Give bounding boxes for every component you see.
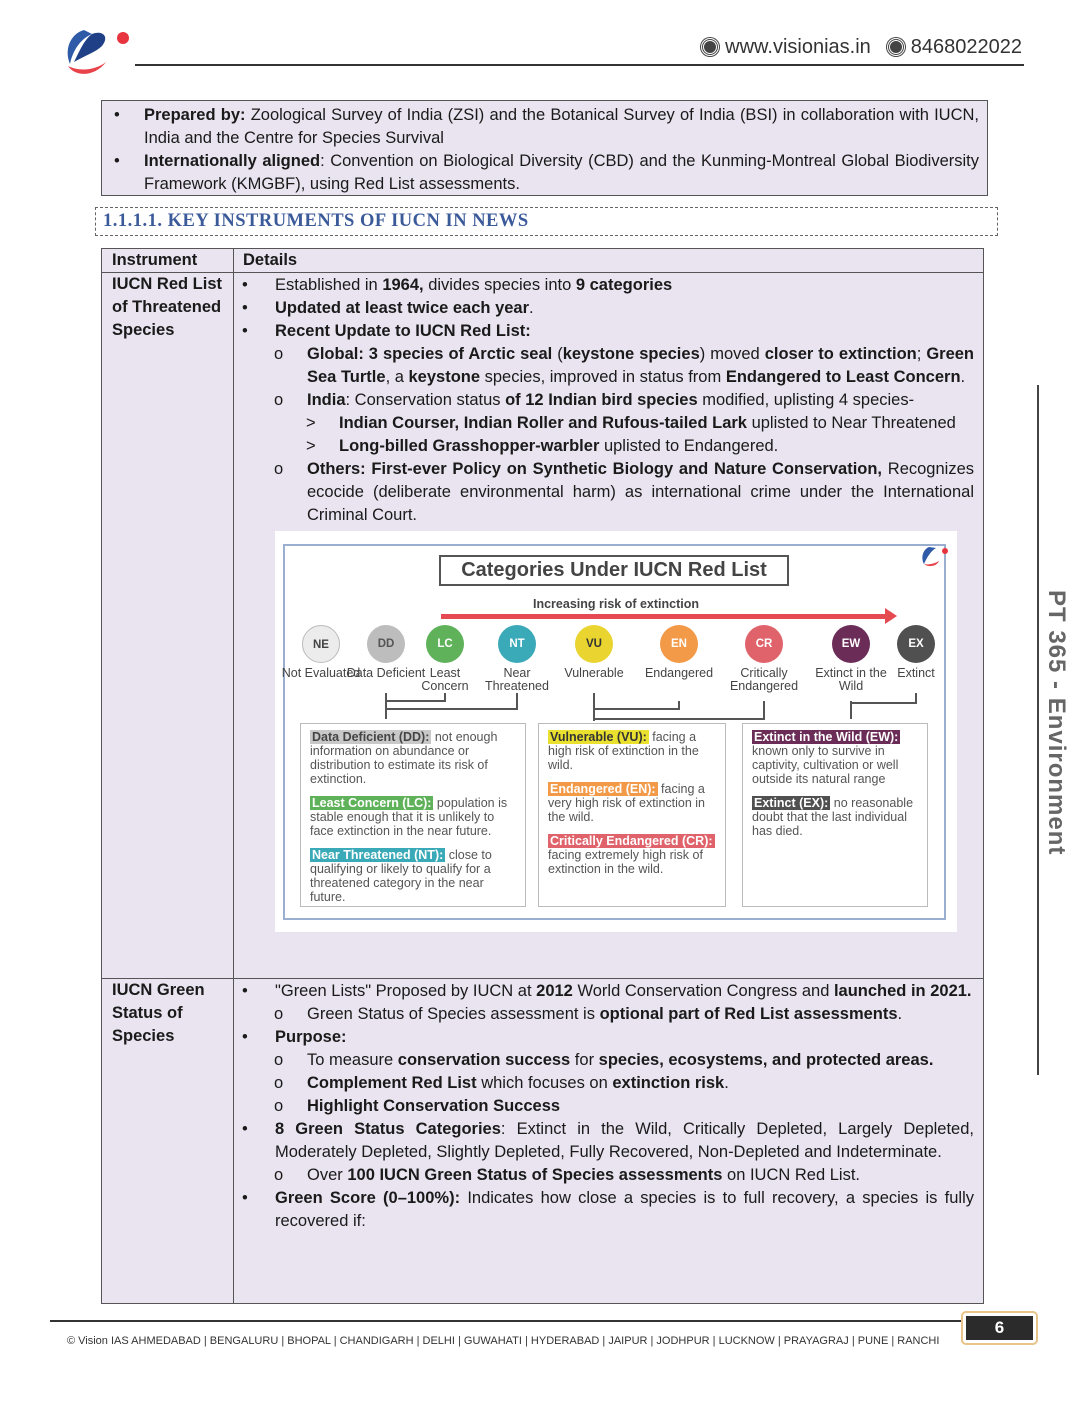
text-segment: Indicates how close a species is to full recovery, a species is fully recovered if: — [275, 1189, 974, 1230]
category-badge-lc: LC — [426, 625, 464, 663]
category-tag: Endangered (EN): — [550, 782, 656, 796]
list-item-text — [275, 1187, 974, 1233]
list-item — [242, 412, 974, 435]
text-segment: divides species into — [423, 276, 576, 294]
list-item — [242, 389, 974, 412]
list-item-text — [275, 320, 974, 343]
footer-divider — [50, 1320, 962, 1322]
website-link[interactable] — [701, 36, 871, 59]
phone-icon — [887, 38, 905, 56]
text-segment: India — [307, 391, 346, 409]
text-segment: Long-billed Grasshopper-warbler — [339, 437, 600, 455]
category-description — [310, 728, 516, 786]
phone-number — [887, 36, 1022, 59]
text-segment: Established in — [275, 276, 383, 294]
description-text: no reasonable doubt that the last individual has died. — [752, 796, 914, 838]
description-text: facing a high risk of extinction in the wild. — [548, 730, 699, 772]
circle-bullet-icon: o — [274, 1051, 284, 1069]
category-description — [752, 794, 918, 838]
list-item-text — [275, 1118, 974, 1164]
list-item-text — [339, 435, 974, 458]
arrow-bullet-icon: > — [306, 437, 316, 455]
text-segment: of 12 Indian bird species — [505, 391, 698, 409]
bullet-text — [144, 150, 979, 196]
category-tag: Least Concern (LC): — [312, 796, 432, 810]
page-number-box — [961, 1311, 1038, 1345]
text-segment: extinction risk — [612, 1074, 725, 1092]
list-item — [242, 320, 974, 343]
text-segment: for — [570, 1051, 599, 1069]
category-badge-dd: DD — [367, 625, 405, 663]
connector-lines — [275, 531, 957, 731]
category-badge-ex: EX — [897, 625, 935, 663]
list-item-text — [307, 1164, 974, 1187]
list-item-text — [275, 297, 974, 320]
text-segment: , a — [385, 368, 409, 386]
text-segment: uplisted to Near Threatened — [746, 414, 956, 432]
category-badge-ne: NE — [302, 625, 340, 663]
text-segment: Internationally aligned — [144, 152, 321, 170]
list-item-text — [275, 980, 974, 1003]
text-segment: closer to extinction — [764, 345, 917, 363]
circle-bullet-icon: o — [274, 460, 284, 478]
text-segment: Indian Courser, Indian Roller and Rufous-tailed Lark — [339, 414, 747, 432]
website-text: www.visionias.in — [725, 36, 871, 58]
list-item-text — [307, 1072, 974, 1095]
page-number: 6 — [966, 1316, 1033, 1340]
text-segment: conservation success — [397, 1051, 571, 1069]
circle-bullet-icon: o — [274, 1166, 284, 1184]
circle-bullet-icon: o — [274, 345, 284, 363]
category-description — [548, 728, 716, 772]
details-cell — [242, 274, 974, 932]
text-segment: Recognizes ecocide (deliberate environmental harm) as international crime under the International Criminal Court. — [307, 460, 974, 524]
text-segment: : Extinct in the Wild, Critically Depleted, Largely Depleted, Moderately Depleted, Slightly Depleted, Fully Recovered, Non-Depleted and Indeterminate. — [275, 1120, 974, 1161]
circle-bullet-icon: o — [274, 391, 284, 409]
details-cell — [242, 980, 974, 1233]
bullet-icon: • — [242, 982, 248, 1000]
bullet-icon: • — [114, 152, 120, 170]
instruments-table — [101, 248, 984, 1304]
list-item — [242, 980, 974, 1003]
list-item-text — [307, 389, 974, 412]
text-segment: Green Status of Species assessment is — [307, 1005, 600, 1023]
bullet-item — [112, 104, 979, 150]
category-label: Critically Endangered — [729, 666, 799, 693]
list-item — [242, 1187, 974, 1233]
text-segment: ( — [552, 345, 563, 363]
text-segment: : Convention on Biological Diversity (CBD) and the Kunming-Montreal Global Biodiversity Framework (KMGBF), using Red List assessments. — [144, 152, 979, 193]
list-item — [242, 1026, 974, 1049]
category-description — [548, 780, 716, 824]
text-segment: ; — [916, 345, 927, 363]
text-segment: species, ecosystems, and protected areas. — [598, 1051, 934, 1069]
text-segment: . — [529, 299, 534, 317]
list-item-text — [307, 458, 974, 527]
category-label: Endangered — [644, 666, 714, 680]
bullet-icon: • — [242, 322, 248, 340]
category-description — [752, 728, 918, 786]
text-segment: To measure — [307, 1051, 398, 1069]
description-text: facing extremely high risk of extinction in the wild. — [548, 848, 703, 876]
side-divider — [1037, 385, 1039, 1075]
description-text: population is stable enough that it is unlikely to face extinction in the near future. — [310, 796, 508, 838]
text-segment: Purpose: — [275, 1028, 347, 1046]
category-description-box — [742, 723, 928, 907]
category-label: Least Concern — [421, 666, 469, 693]
bullet-icon: • — [242, 1189, 248, 1207]
header-divider — [135, 64, 1024, 66]
section-title: 1.1.1.1. KEY INSTRUMENTS OF IUCN IN NEWS — [95, 207, 998, 236]
text-segment: Complement Red List — [307, 1074, 477, 1092]
description-text: close to qualifying or likely to qualify for a threatened category in the near future. — [310, 848, 492, 904]
list-item-text — [307, 343, 974, 389]
category-tag: Near Threatened (NT): — [312, 848, 444, 862]
description-text: facing a very high risk of extinction in the wild. — [548, 782, 706, 824]
text-segment: Highlight Conservation Success — [307, 1097, 561, 1115]
instrument-name: IUCN Red List of Threatened Species — [112, 275, 223, 339]
row-divider — [102, 272, 983, 273]
category-label: Vulnerable — [564, 666, 624, 680]
category-badge-vu: VU — [575, 625, 613, 663]
category-label: Extinct in the Wild — [815, 666, 887, 693]
text-segment: 1964, — [382, 276, 424, 294]
text-segment: keystone — [408, 368, 481, 386]
text-segment: . — [960, 368, 966, 386]
text-segment: Updated at least twice each year — [275, 299, 530, 317]
circle-bullet-icon: o — [274, 1097, 284, 1115]
category-tag: Extinct (EX): — [754, 796, 829, 810]
list-item — [242, 435, 974, 458]
description-text: not enough information on abundance or distribution to estimate its risk of extinction. — [310, 730, 498, 786]
text-segment: which focuses on — [476, 1074, 613, 1092]
side-label: PT 365 - Environment — [1043, 590, 1070, 856]
graphic-subtitle: Increasing risk of extinction — [532, 597, 699, 611]
text-segment: optional part of Red List assessments — [599, 1005, 898, 1023]
text-segment: Prepared by: — [144, 106, 246, 124]
list-item — [242, 1164, 974, 1187]
bullet-icon: • — [242, 299, 248, 317]
info-box — [101, 100, 988, 196]
iucn-categories-graphic — [275, 531, 957, 932]
text-segment: Zoological Survey of India (ZSI) and the Botanical Survey of India (BSI) in collaboration with IUCN, India and the Centre for Species Survival — [144, 106, 980, 147]
text-segment: "Green Lists" Proposed by IUCN at — [275, 982, 537, 1000]
category-badge-en: EN — [660, 625, 698, 663]
contact-info — [701, 36, 1022, 59]
list-item-text — [275, 274, 974, 297]
list-item — [242, 1118, 974, 1164]
graphic-title: Categories Under IUCN Red List — [439, 555, 789, 586]
category-description-box — [300, 723, 526, 907]
list-item-text — [307, 1049, 974, 1072]
list-item — [242, 1049, 974, 1072]
instrument-name: IUCN Green Status of Species — [112, 981, 205, 1045]
circle-bullet-icon: o — [274, 1005, 284, 1023]
list-item-text — [307, 1003, 974, 1026]
text-segment: uplisted to Endangered. — [599, 437, 779, 455]
list-item — [242, 458, 974, 527]
category-label: Not Evaluated — [281, 666, 361, 680]
text-segment: ) moved — [699, 345, 765, 363]
text-segment: 8 Green Status Categories — [275, 1120, 501, 1138]
description-text: known only to survive in captivity, cultivation or well outside its natural range — [752, 744, 899, 786]
category-description — [548, 832, 716, 876]
row-divider — [102, 978, 983, 979]
bullet-icon: • — [242, 1028, 248, 1046]
category-badge-cr: CR — [745, 625, 783, 663]
category-tag: Extinct in the Wild (EW): — [754, 730, 899, 744]
text-segment: . — [897, 1005, 903, 1023]
globe-icon — [701, 38, 719, 56]
list-item — [242, 1072, 974, 1095]
category-tag: Critically Endangered (CR): — [550, 834, 713, 848]
text-segment: modified, uplisting 4 species- — [697, 391, 915, 409]
text-segment: keystone species — [562, 345, 700, 363]
category-description — [310, 846, 516, 904]
category-label: Near Threatened — [485, 666, 549, 693]
text-segment: : Conservation status — [345, 391, 506, 409]
category-tag: Vulnerable (VU): — [550, 730, 647, 744]
text-segment: species, improved in status from — [480, 368, 726, 386]
text-segment: Green Sea Turtle — [307, 345, 974, 386]
list-item — [242, 274, 974, 297]
category-badge-ew: EW — [832, 625, 870, 663]
category-description — [310, 794, 516, 838]
category-label: Data Deficient — [346, 666, 426, 680]
text-segment: World Conservation Congress and — [572, 982, 834, 1000]
list-item — [242, 297, 974, 320]
phone-text: 8468022022 — [910, 36, 1022, 58]
vision-ias-logo — [62, 26, 134, 78]
footer-text: © Vision IAS AHMEDABAD | BENGALURU | BHOPAL | CHANDIGARH | DELHI | GUWAHATI | HYDERABAD | JAIPUR | JODHPUR | LUCKNOW | PRAYAGRAJ | PUNE | RANCHI — [67, 1335, 940, 1347]
header-details: Details — [243, 251, 298, 269]
circle-bullet-icon: o — [274, 1074, 284, 1092]
text-segment: Global: 3 species of Arctic seal — [307, 345, 553, 363]
bullet-icon: • — [242, 1120, 248, 1138]
list-item — [242, 1095, 974, 1118]
text-segment: 100 IUCN Green Status of Species assessments — [347, 1166, 723, 1184]
text-segment: Endangered to Least Concern — [725, 368, 961, 386]
arrow-bullet-icon: > — [306, 414, 316, 432]
text-segment: launched in 2021. — [833, 982, 972, 1000]
column-divider — [233, 249, 234, 1303]
text-segment: Over — [307, 1166, 348, 1184]
list-item — [242, 1003, 974, 1026]
bullet-icon: • — [242, 276, 248, 294]
text-segment: Others: First-ever Policy on Synthetic Biology and Nature Conservation, — [307, 460, 883, 478]
text-segment: Green Score (0–100%): — [275, 1189, 461, 1207]
text-segment: . — [724, 1074, 729, 1092]
category-badge-nt: NT — [498, 625, 536, 663]
header-instrument: Instrument — [112, 251, 198, 269]
text-segment: 9 categories — [575, 276, 673, 294]
bullet-icon: • — [114, 106, 120, 124]
list-item — [242, 343, 974, 389]
list-item-text — [339, 412, 974, 435]
text-segment: 2012 — [536, 982, 573, 1000]
list-item-text — [275, 1026, 974, 1049]
list-item-text — [307, 1095, 974, 1118]
text-segment: Recent Update to IUCN Red List: — [275, 322, 531, 340]
bullet-item — [112, 150, 979, 196]
bullet-text — [144, 104, 979, 150]
category-description-box — [538, 723, 726, 907]
category-label: Extinct — [897, 666, 935, 680]
text-segment: on IUCN Red List. — [722, 1166, 860, 1184]
category-tag: Data Deficient (DD): — [312, 730, 430, 744]
